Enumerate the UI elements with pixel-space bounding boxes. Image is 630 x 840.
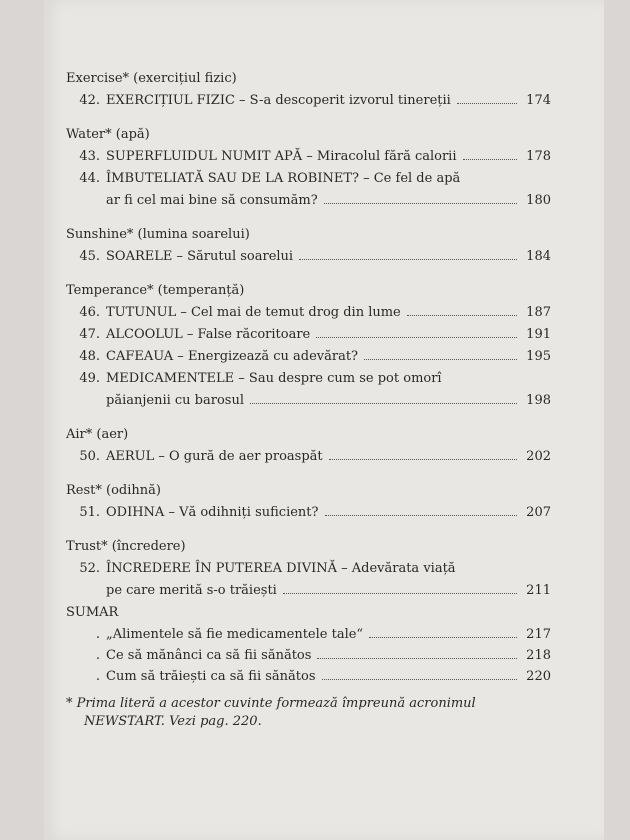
dot-leader bbox=[407, 315, 517, 316]
toc-entry bbox=[66, 446, 551, 468]
toc-section-temperance bbox=[66, 280, 551, 412]
entry-title-cont: păianjenii cu barosul bbox=[106, 393, 244, 408]
entry-page: 191 bbox=[526, 327, 551, 342]
dot-leader bbox=[322, 679, 517, 680]
entry-title: „Alimentele să fie medicamentele tale“ bbox=[106, 627, 364, 642]
toc-entry bbox=[66, 146, 551, 168]
entry-page: 178 bbox=[526, 149, 551, 164]
entry-title-cont: pe care merită s-o trăiești bbox=[106, 583, 277, 598]
entry-title-cont: ar fi cel mai bine să consumăm? bbox=[106, 193, 318, 208]
toc-section-water bbox=[66, 124, 551, 212]
section-title: Trust* (încredere) bbox=[66, 539, 186, 554]
entry-number: 49. bbox=[79, 371, 100, 386]
entry-page: 187 bbox=[526, 305, 551, 320]
dot-leader bbox=[317, 658, 517, 659]
entry-title: AERUL – O gură de aer proaspăt bbox=[106, 449, 323, 464]
sumar-entry bbox=[66, 624, 551, 645]
entry-title: Cum să trăiești ca să fii sănătos bbox=[106, 669, 316, 684]
entry-title: ÎNCREDERE ÎN PUTEREA DIVINĂ – Adevărata viață bbox=[106, 561, 456, 576]
entry-page: 202 bbox=[526, 449, 551, 464]
entry-title: SUPERFLUIDUL NUMIT APĂ – Miracolul fără calorii bbox=[106, 149, 457, 164]
entry-title: SOARELE – Sărutul soarelui bbox=[106, 249, 294, 264]
entry-bullet: . bbox=[95, 627, 100, 642]
toc-entry bbox=[66, 558, 551, 602]
dot-leader bbox=[250, 403, 517, 404]
entry-number: 52. bbox=[79, 561, 100, 576]
dot-leader bbox=[329, 459, 517, 460]
entry-page: 211 bbox=[526, 583, 551, 598]
entry-number: 44. bbox=[79, 171, 100, 186]
toc-entry bbox=[66, 302, 551, 324]
dot-leader bbox=[324, 203, 517, 204]
entry-title: ÎMBUTELIATĂ SAU DE LA ROBINET? – Ce fel de apă bbox=[106, 171, 461, 186]
entry-title: Ce să mănânci ca să fii sănătos bbox=[106, 648, 312, 663]
dot-leader bbox=[325, 515, 518, 516]
toc-section-sunshine bbox=[66, 224, 551, 268]
toc-section-air bbox=[66, 424, 551, 468]
toc-entry bbox=[66, 368, 551, 412]
dot-leader bbox=[369, 637, 517, 638]
dot-leader bbox=[283, 593, 517, 594]
entry-page: 198 bbox=[526, 393, 551, 408]
footnote-line: * Prima literă a acestor cuvinte formează împreună acronimul bbox=[66, 696, 476, 711]
entry-title: ODIHNA – Vă odihniți suficient? bbox=[106, 505, 319, 520]
entry-bullet: . bbox=[95, 669, 100, 684]
section-title: Temperance* (temperanță) bbox=[66, 283, 245, 298]
entry-number: 48. bbox=[79, 349, 100, 364]
section-title: Air* (aer) bbox=[66, 427, 129, 442]
table-of-contents bbox=[66, 68, 551, 731]
sumar-entry bbox=[66, 645, 551, 666]
dot-leader bbox=[316, 337, 517, 338]
entry-number: 51. bbox=[79, 505, 100, 520]
toc-section-exercise bbox=[66, 68, 551, 112]
entry-title: EXERCIȚIUL FIZIC – S-a descoperit izvorul tinereții bbox=[106, 93, 451, 108]
entry-page: 218 bbox=[526, 648, 551, 663]
entry-title: CAFEAUA – Energizează cu adevărat? bbox=[106, 349, 359, 364]
toc-section-trust bbox=[66, 536, 551, 602]
footnote bbox=[66, 695, 551, 731]
section-title: SUMAR bbox=[66, 605, 119, 620]
entry-title: MEDICAMENTELE – Sau despre cum se pot omorî bbox=[106, 371, 442, 386]
section-title: Sunshine* (lumina soarelui) bbox=[66, 227, 250, 242]
entry-number: 42. bbox=[79, 93, 100, 108]
section-title: Water* (apă) bbox=[66, 127, 150, 142]
entry-title: ALCOOLUL – False răcoritoare bbox=[106, 327, 311, 342]
entry-page: 174 bbox=[526, 93, 551, 108]
entry-page: 184 bbox=[526, 249, 551, 264]
entry-page: 180 bbox=[526, 193, 551, 208]
footnote-line: NEWSTART. Vezi pag. 220. bbox=[84, 714, 262, 729]
dot-leader bbox=[457, 103, 517, 104]
entry-page: 207 bbox=[526, 505, 551, 520]
entry-number: 43. bbox=[79, 149, 100, 164]
entry-number: 46. bbox=[79, 305, 100, 320]
entry-page: 195 bbox=[526, 349, 551, 364]
toc-section-sumar bbox=[66, 602, 551, 687]
entry-page: 220 bbox=[526, 669, 551, 684]
entry-number: 50. bbox=[79, 449, 100, 464]
toc-entry bbox=[66, 168, 551, 212]
entry-number: 45. bbox=[79, 249, 100, 264]
book-page bbox=[44, 0, 604, 840]
toc-entry bbox=[66, 324, 551, 346]
entry-bullet: . bbox=[95, 648, 100, 663]
section-title: Rest* (odihnă) bbox=[66, 483, 161, 498]
toc-section-rest bbox=[66, 480, 551, 524]
section-title: Exercise* (exercițiul fizic) bbox=[66, 71, 237, 86]
toc-entry bbox=[66, 90, 551, 112]
dot-leader bbox=[299, 259, 517, 260]
dot-leader bbox=[364, 359, 517, 360]
toc-entry bbox=[66, 246, 551, 268]
toc-entry bbox=[66, 502, 551, 524]
dot-leader bbox=[463, 159, 518, 160]
toc-entry bbox=[66, 346, 551, 368]
sumar-entry bbox=[66, 666, 551, 687]
entry-title: TUTUNUL – Cel mai de temut drog din lume bbox=[106, 305, 401, 320]
entry-page: 217 bbox=[526, 627, 551, 642]
entry-number: 47. bbox=[79, 327, 100, 342]
